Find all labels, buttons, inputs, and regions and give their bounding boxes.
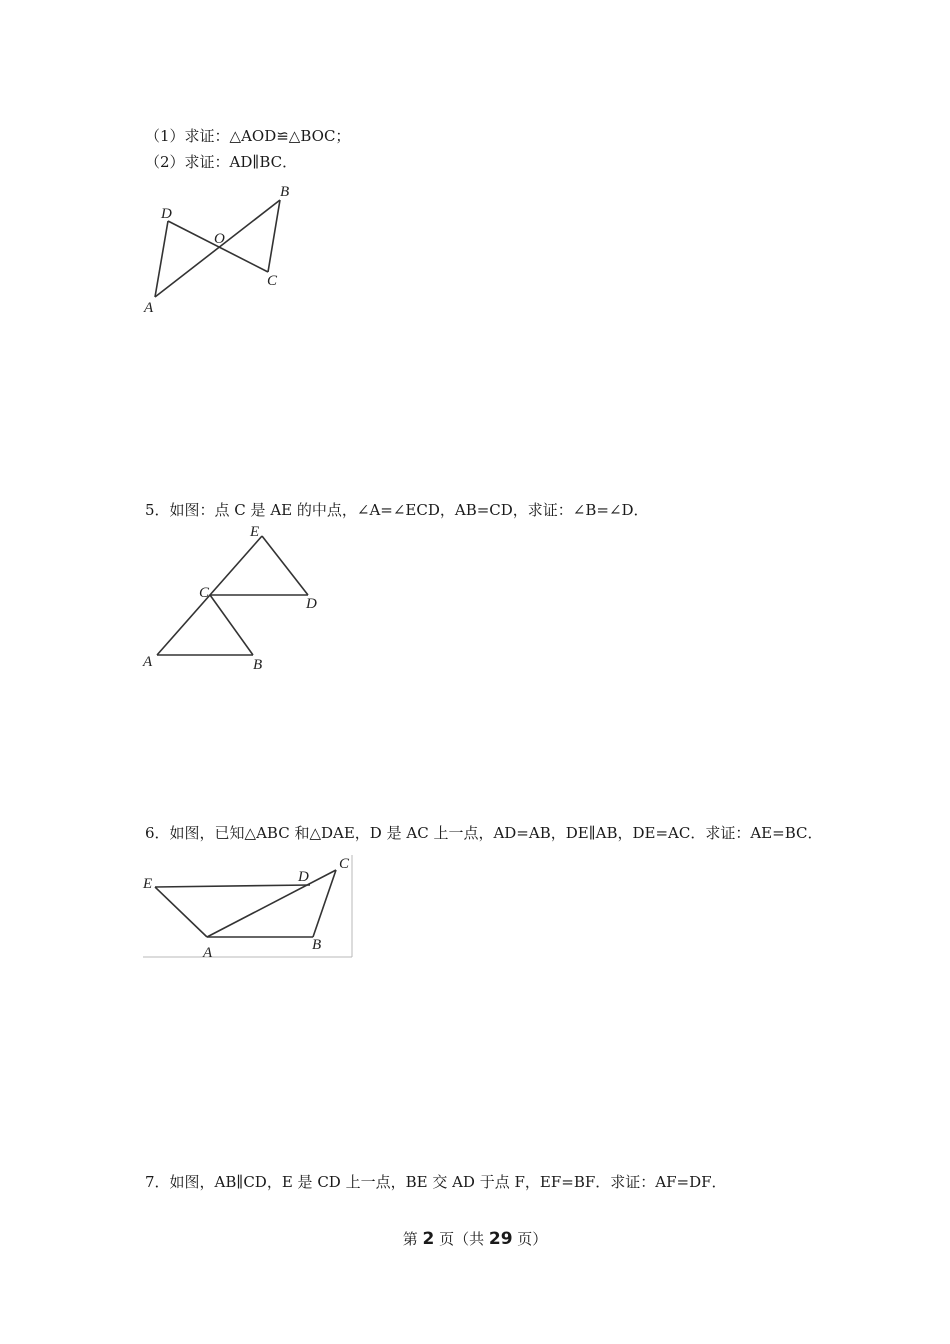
label-d: D: [298, 869, 309, 885]
problem5-statement: 5．如图：点 C 是 AE 的中点，∠A=∠ECD，AB=CD，求证：∠B=∠D．: [145, 501, 649, 519]
segment-bc: [268, 200, 280, 272]
page-footer: [0, 1228, 950, 1250]
segment-ed: [262, 536, 308, 595]
total-page-count: 29: [488, 1229, 513, 1249]
problem4-part1: （1）求证：△AOD≌△BOC；: [145, 127, 351, 145]
footer-suffix: 页）: [512, 1230, 548, 1248]
segment-ad: [155, 221, 168, 297]
current-page-number: 2: [422, 1229, 435, 1249]
problem7-statement: 7．如图，AB∥CD，E 是 CD 上一点，BE 交 AD 于点 F，EF=BF．求证：AF=DF．: [145, 1173, 727, 1191]
label-b: B: [253, 657, 263, 673]
segment-ea: [155, 887, 207, 937]
label-b: B: [312, 937, 322, 953]
label-a: A: [203, 945, 213, 961]
figure-aod-boc: [140, 180, 310, 320]
segment-ed: [155, 885, 310, 887]
footer-middle: 页（共: [434, 1230, 489, 1248]
label-e: E: [143, 876, 153, 892]
label-o: O: [214, 231, 225, 247]
label-c: C: [339, 856, 350, 872]
label-b: B: [280, 184, 290, 200]
label-c: C: [267, 273, 278, 289]
label-a: A: [143, 654, 153, 670]
label-a: A: [144, 300, 154, 316]
label-c: C: [199, 585, 210, 601]
figure-ace-triangles: [140, 518, 340, 678]
problem6-statement: 6．如图，已知△ABC 和△DAE，D 是 AC 上一点，AD=AB，DE∥AB，DE=AC．求证：AE=BC．: [145, 824, 823, 842]
segment-cb: [210, 595, 253, 655]
segment-ab: [155, 200, 280, 297]
label-e: E: [250, 524, 260, 540]
footer-prefix: 第: [402, 1230, 423, 1248]
figure-abc-dae: [140, 850, 360, 962]
label-d: D: [161, 206, 172, 222]
label-d: D: [306, 596, 317, 612]
problem4-part2: （2）求证：AD∥BC．: [145, 153, 298, 171]
